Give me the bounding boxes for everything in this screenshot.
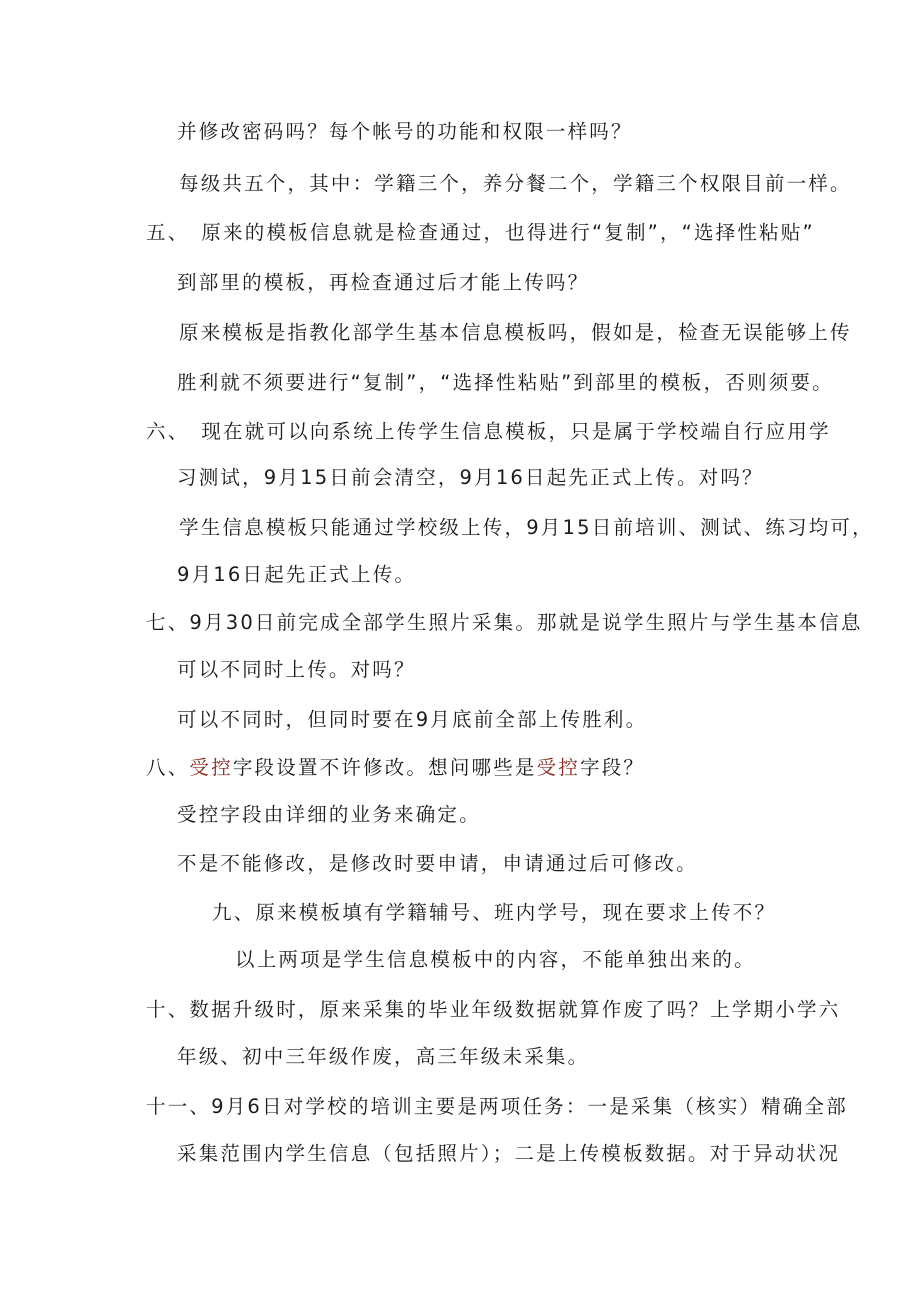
section-7-heading: 七、9月30日前完成全部学生照片采集。那就是说学生照片与学生基本信息 (146, 611, 863, 634)
section-11-heading: 十一、9月6日对学校的培训主要是两项任务：一是采集（核实）精确全部 (146, 1095, 848, 1118)
section-8-text-b: 字段？ (580, 756, 646, 779)
text-line-9: 学生信息模板只能通过学校级上传，9月15日前培训、测试、练习均可， (179, 516, 874, 539)
text-line-1: 并修改密码吗？每个帐号的功能和权限一样吗？ (177, 120, 633, 143)
text-line-12: 可以不同时上传。对吗？ (177, 658, 416, 681)
section-9-heading: 九、原来模板填有学籍辅号、班内学号，现在要求上传不？ (212, 901, 777, 924)
controlled-term-highlight: 受控 (189, 756, 233, 779)
text-line-10: 9月16日起先正式上传。 (177, 563, 417, 586)
text-line-6: 胜利就不须要进行“复制”，“选择性粘贴”到部里的模板，否则须要。 (177, 371, 834, 394)
text-line-5: 原来模板是指教化部学生基本信息模板吗，假如是，检查无误能够上传 (179, 321, 852, 344)
controlled-term-highlight-2: 受控 (536, 756, 581, 779)
section-6-heading: 六、 现在就可以向系统上传学生信息模板，只是属于学校端自行应用学 (146, 420, 831, 443)
section-8-text-a: 字段设置不许修改。想问哪些是 (232, 756, 537, 779)
text-line-2: 每级共五个，其中：学籍三个，养分餐二个，学籍三个权限目前一样。 (179, 172, 852, 195)
section-10-heading: 十、数据升级时，原来采集的毕业年级数据就算作废了吗？上学期小学六 (146, 998, 841, 1021)
text-line-13: 可以不同时，但同时要在9月底前全部上传胜利。 (177, 708, 648, 731)
section-8-number: 八、 (146, 756, 190, 779)
section-5-heading: 五、 原来的模板信息就是检查通过，也得进行“复制”，“选择性粘贴” (146, 221, 815, 244)
text-line-20: 年级、初中三年级作废，高三年级未采集。 (177, 1045, 590, 1068)
text-line-4: 到部里的模板，再检查通过后才能上传吗？ (177, 271, 590, 294)
section-8-heading (146, 754, 645, 782)
text-line-18: 以上两项是学生信息模板中的内容，不能单独出来的。 (235, 948, 756, 971)
text-line-22: 采集范围内学生信息（包括照片）；二是上传模板数据。对于异动状况 (177, 1142, 840, 1165)
text-line-15: 受控字段由详细的业务来确定。 (177, 803, 481, 826)
text-line-16: 不是不能修改，是修改时要申请，申请通过后可修改。 (177, 852, 698, 875)
text-line-8: 习测试，9月15日前会清空，9月16日起先正式上传。对吗？ (177, 466, 764, 489)
